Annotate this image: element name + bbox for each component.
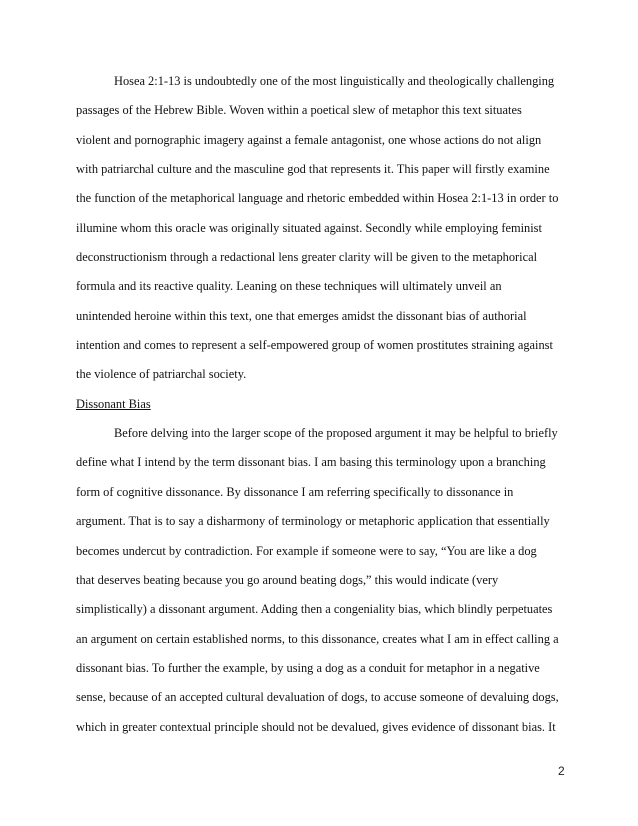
text-line: violent and pornographic imagery against a female antagonist, one whose actions do not align [76, 132, 542, 147]
text-line: define what I intend by the term dissonant bias. I am basing this terminology upon a branching [76, 455, 546, 470]
text-line: deconstructionism through a redactional lens greater clarity will be given to the metaphorical [76, 250, 538, 265]
body-text [76, 67, 570, 742]
page-number: 2 [558, 764, 565, 778]
text-line: sense, because of an accepted cultural devaluation of dogs, to accuse someone of devaluing dogs, [76, 690, 559, 705]
text-line: the violence of patriarchal society. [76, 367, 247, 382]
text-line: form of cognitive dissonance. By dissonance I am referring specifically to dissonance in [76, 484, 514, 499]
paragraph-dissonant-bias [76, 419, 570, 742]
text-line: formula and its reactive quality. Leaning on these techniques will ultimately unveil an [76, 279, 502, 294]
text-line: that deserves beating because you go around beating dogs,” this would indicate (very [76, 572, 499, 587]
section-heading: Dissonant Bias [76, 396, 151, 411]
text-line: the function of the metaphorical language and rhetoric embedded within Hosea 2:1-13 in order to [76, 191, 559, 206]
text-line: Before delving into the larger scope of the proposed argument it may be helpful to briefly [114, 426, 558, 441]
text-line: illumine whom this oracle was originally situated against. Secondly while employing feminist [76, 220, 542, 235]
text-line: intention and comes to represent a self-empowered group of women prostitutes straining against [76, 338, 553, 353]
text-line: argument. That is to say a disharmony of terminology or metaphoric application that essentially [76, 514, 550, 529]
section-heading-container [76, 390, 570, 419]
text-line: unintended heroine within this text, one that emerges amidst the dissonant bias of authorial [76, 308, 527, 323]
text-line: passages of the Hebrew Bible. Woven within a poetical slew of metaphor this text situates [76, 103, 522, 118]
paragraph-introduction [76, 67, 570, 390]
text-line: simplistically) a dissonant argument. Adding then a congeniality bias, which blindly perpetuates [76, 602, 553, 617]
text-line: dissonant bias. To further the example, by using a dog as a conduit for metaphor in a negative [76, 660, 540, 675]
text-line: an argument on certain established norms, to this dissonance, creates what I am in effect calling a [76, 631, 559, 646]
text-line: with patriarchal culture and the masculine god that represents it. This paper will firstly examine [76, 162, 550, 177]
text-line: which in greater contextual principle should not be devalued, gives evidence of dissonant bias. It [76, 719, 556, 734]
text-line: becomes undercut by contradiction. For example if someone were to say, “You are like a dog [76, 543, 537, 558]
text-line: Hosea 2:1-13 is undoubtedly one of the most linguistically and theologically challenging [114, 74, 555, 88]
